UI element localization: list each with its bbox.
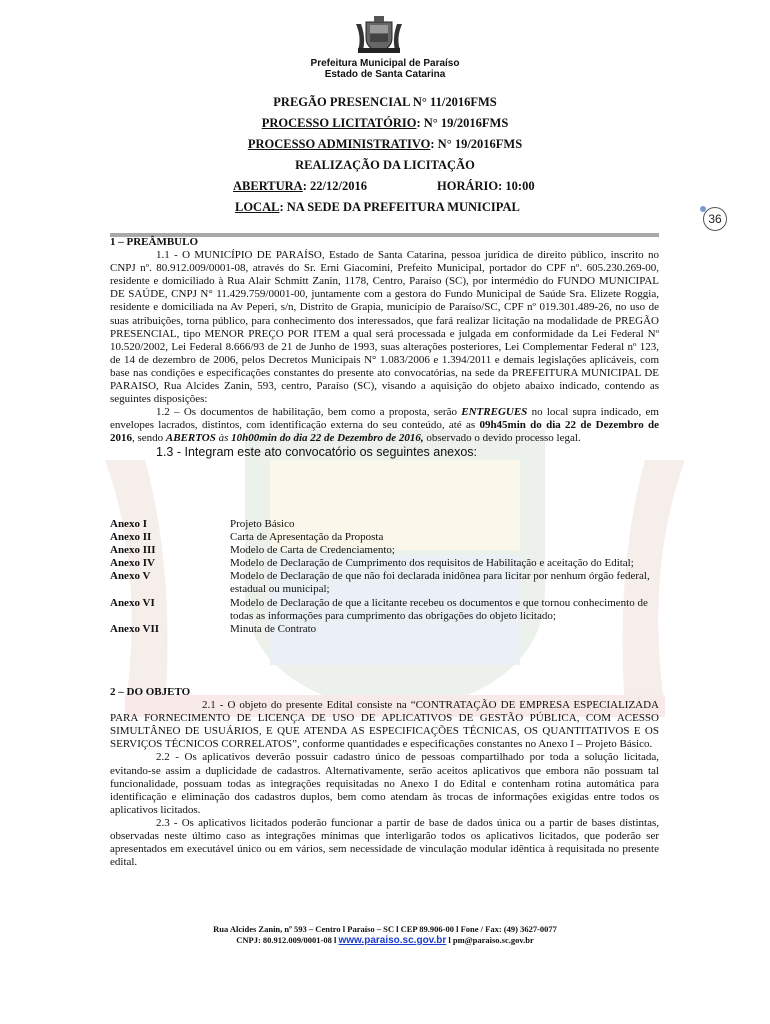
paragraph-1-2 xyxy=(110,406,659,445)
annex-desc: Modelo de Carta de Credenciamento; xyxy=(230,544,395,557)
footer-email: l pm@paraiso.sc.gov.br xyxy=(446,935,534,945)
horario: HORÁRIO: 10:00 xyxy=(437,179,535,193)
processo-licitatorio xyxy=(0,116,770,131)
paragraph-1-1: 1.1 - O MUNICÍPIO DE PARAÍSO, Estado de Santa Catarina, pessoa jurídica de direito público, inscrito no CNPJ nº. 80.912.009/0001-08, através do Sr. Erni Giacomini, Prefeito Municipal, portador do CPF nº. 605.230.269-00, residente e domiciliado à Rua Alair Schmitt Zanin, 1178, Centro, Paraíso (SC), por intermédio do FUNDO MUNICIPAL DE SAÚDE, CNPJ N° 11.429.759/0001-00, juntamente com a gestora do Fundo Municipal de Saúde Sra. Elizete Roggia, residente e domiciliada na Av Peperi, s/n, Distrito de Grapia, município de Paraíso/SC, CPF nº 019.301.489-26, no uso de suas atribuições, torna público, para conhecimento dos interessados, que fará realizar licitação na modalidade de PREGÃO PRESENCIAL, tipo MENOR PREÇO POR ITEM a qual será processada e julgada em conformidade da Lei Federal Nº 10.520/2002, Lei Federal 8.666/93 de 21 de Junho de 1993, suas alterações posteriores, Lei Complementar Federal nº 123, de 14 de dezembro de 2006, pelos Decretos Municipais N° 1.083/2006 e 1.394/2011 e demais legislações aplicáveis, com base nas condições e especificações constantes do presente ato convocatórias, na sede da PREFEITURA MUNICIPAL DE PARAISO, Rua Alcides Zanin, 593, centro, Paraíso (SC), visando a aquisição do objeto abaixo indicado, contendo as seguintes disposições: xyxy=(110,249,659,406)
p12-text-i: observado o devido processo legal. xyxy=(423,432,581,445)
annex-desc: Modelo de Declaração de que a licitante recebeu os documentos e que tornou conhecimento de todas as informações para cumprimento das obrigações do objeto licitado; xyxy=(230,596,648,622)
local-value: : NA SEDE DA PREFEITURA MUNICIPAL xyxy=(279,200,520,214)
processo-licitatorio-label: PROCESSO LICITATÓRIO xyxy=(261,116,417,130)
abertura xyxy=(233,179,367,194)
abertura-label: ABERTURA xyxy=(233,179,303,193)
municipal-emblem-icon xyxy=(352,14,406,54)
p12-text-c: no local supra indicado, em envelopes lacrados, distintos, com identificação externa do seu conteúdo, até as xyxy=(110,406,659,432)
section-title-objeto: 2 – DO OBJETO xyxy=(110,686,191,698)
p12-text-a: 1.2 – Os documentos de habilitação, bem como a proposta, serão xyxy=(156,406,462,419)
section-preambulo xyxy=(110,236,659,459)
annex-row xyxy=(110,544,659,557)
paragraph-2-1: 2.1 - O objeto do presente Edital consiste na “CONTRATAÇÃO DE EMPRESA ESPECIALIZADA PARA FORNECIMENTO DE LICENÇA DE USO DE APLICATIVOS DE GESTÃO PÚBLICA, COM ACESSO SIMULTÂNEO DE USUÁRIOS, E QUE ATENDA AS ESPECIFICAÇÕES TÉCNICAS, OS QUANTITATIVOS E OS SERVIÇOS TÉCNICOS CORRELATOS”, conforme quantidades e especificações constantes no Anexo I – Projeto Básico. xyxy=(110,699,659,751)
annex-desc: Projeto Básico xyxy=(230,518,295,530)
footer-cnpj: CNPJ: 80.912.009/0001-08 l xyxy=(236,935,339,945)
annex-list xyxy=(110,518,659,636)
annex-key: Anexo II xyxy=(110,531,152,544)
footer-contact xyxy=(0,935,770,946)
org-state: Estado de Santa Catarina xyxy=(324,69,446,80)
paragraph-1-3: 1.3 - Integram este ato convocatório os seguintes anexos: xyxy=(156,444,478,459)
p12-entregues: ENTREGUES xyxy=(461,406,528,419)
abertura-value: : 22/12/2016 xyxy=(302,179,367,193)
paragraph-2-2: 2.2 - Os aplicativos deverão possuir cadastro único de pessoas compartilhado por toda a solução licitada, evitando-se assim a duplicidade de cadastros. Alternativamente, serão aceitos aplicativos que embora não possuam tal funcionalidade, possuam todas as integrações requisitadas no Anexo I do Edital e contenham rotina automática para identificação e eliminação dos cadastros duplos, bem como atendam às trocas de informações exigidas entre todos os aplicativos licitados. xyxy=(110,751,659,816)
annex-key: Anexo III xyxy=(110,544,156,557)
local xyxy=(235,200,520,215)
annex-key: Anexo V xyxy=(110,570,151,583)
p12-abertos: ABERTOS xyxy=(165,432,216,445)
annex-desc: Modelo de Declaração de que não foi declarada inidônea para licitar por nenhum órgão federal, estadual ou municipal; xyxy=(230,570,650,596)
website-link[interactable]: www.paraiso.sc.gov.br xyxy=(338,935,447,946)
processo-administrativo-label: PROCESSO ADMINISTRATIVO xyxy=(247,137,431,151)
annex-key: Anexo IV xyxy=(110,557,155,570)
p12-deadline: 09h45min do dia 22 de Dezembro de 2016 xyxy=(110,419,659,445)
processo-administrativo xyxy=(0,137,770,152)
paragraph-2-3: 2.3 - Os aplicativos licitados poderão funcionar a partir de base de dados única ou a partir de bases distintas, observadas neste último caso as integrações mínimas que interligarão todos os aplicativos licitados, que poderão ser apresentados em executável único ou em vários, sem necessidade de vinculação modular idêntica à requisitada no presente edital. xyxy=(110,816,659,869)
section-title-preambulo: 1 – PREÂMBULO xyxy=(110,236,198,248)
p12-text-e: , sendo xyxy=(132,432,166,445)
realizacao-heading: REALIZAÇÃO DA LICITAÇÃO xyxy=(295,158,475,172)
annex-row xyxy=(110,570,659,596)
annex-row xyxy=(110,518,659,531)
footer-address: Rua Alcides Zanin, nº 593 – Centro l Paraíso – SC l CEP 89.906-00 l Fone / Fax: (49) 3627-0077 xyxy=(213,924,557,934)
annex-row xyxy=(110,531,659,544)
p12-text-g: às xyxy=(215,432,232,445)
annex-key: Anexo I xyxy=(110,518,147,530)
page-number-badge: 36 xyxy=(703,207,727,231)
annex-row xyxy=(110,623,659,636)
local-label: LOCAL xyxy=(235,200,280,214)
org-name: Prefeitura Municipal de Paraíso xyxy=(310,58,460,69)
annex-row xyxy=(110,557,659,570)
annex-key: Anexo VI xyxy=(110,596,155,609)
annex-key: Anexo VII xyxy=(110,622,160,635)
processo-administrativo-value: : N° 19/2016FMS xyxy=(430,137,523,151)
annex-desc: Modelo de Declaração de Cumprimento dos requisitos de Habilitação e aceitação do Edital; xyxy=(230,557,634,570)
pregao-title: PREGÃO PRESENCIAL N° 11/2016FMS xyxy=(273,95,497,109)
processo-licitatorio-value: : N° 19/2016FMS xyxy=(416,116,509,130)
annex-desc: Carta de Apresentação da Proposta xyxy=(230,531,384,544)
p12-opening-time: 10h00min do dia 22 de Dezembro de 2016, xyxy=(231,432,424,445)
section-objeto xyxy=(110,686,659,869)
annex-desc: Minuta de Contrato xyxy=(230,622,317,635)
annex-row xyxy=(110,597,659,623)
